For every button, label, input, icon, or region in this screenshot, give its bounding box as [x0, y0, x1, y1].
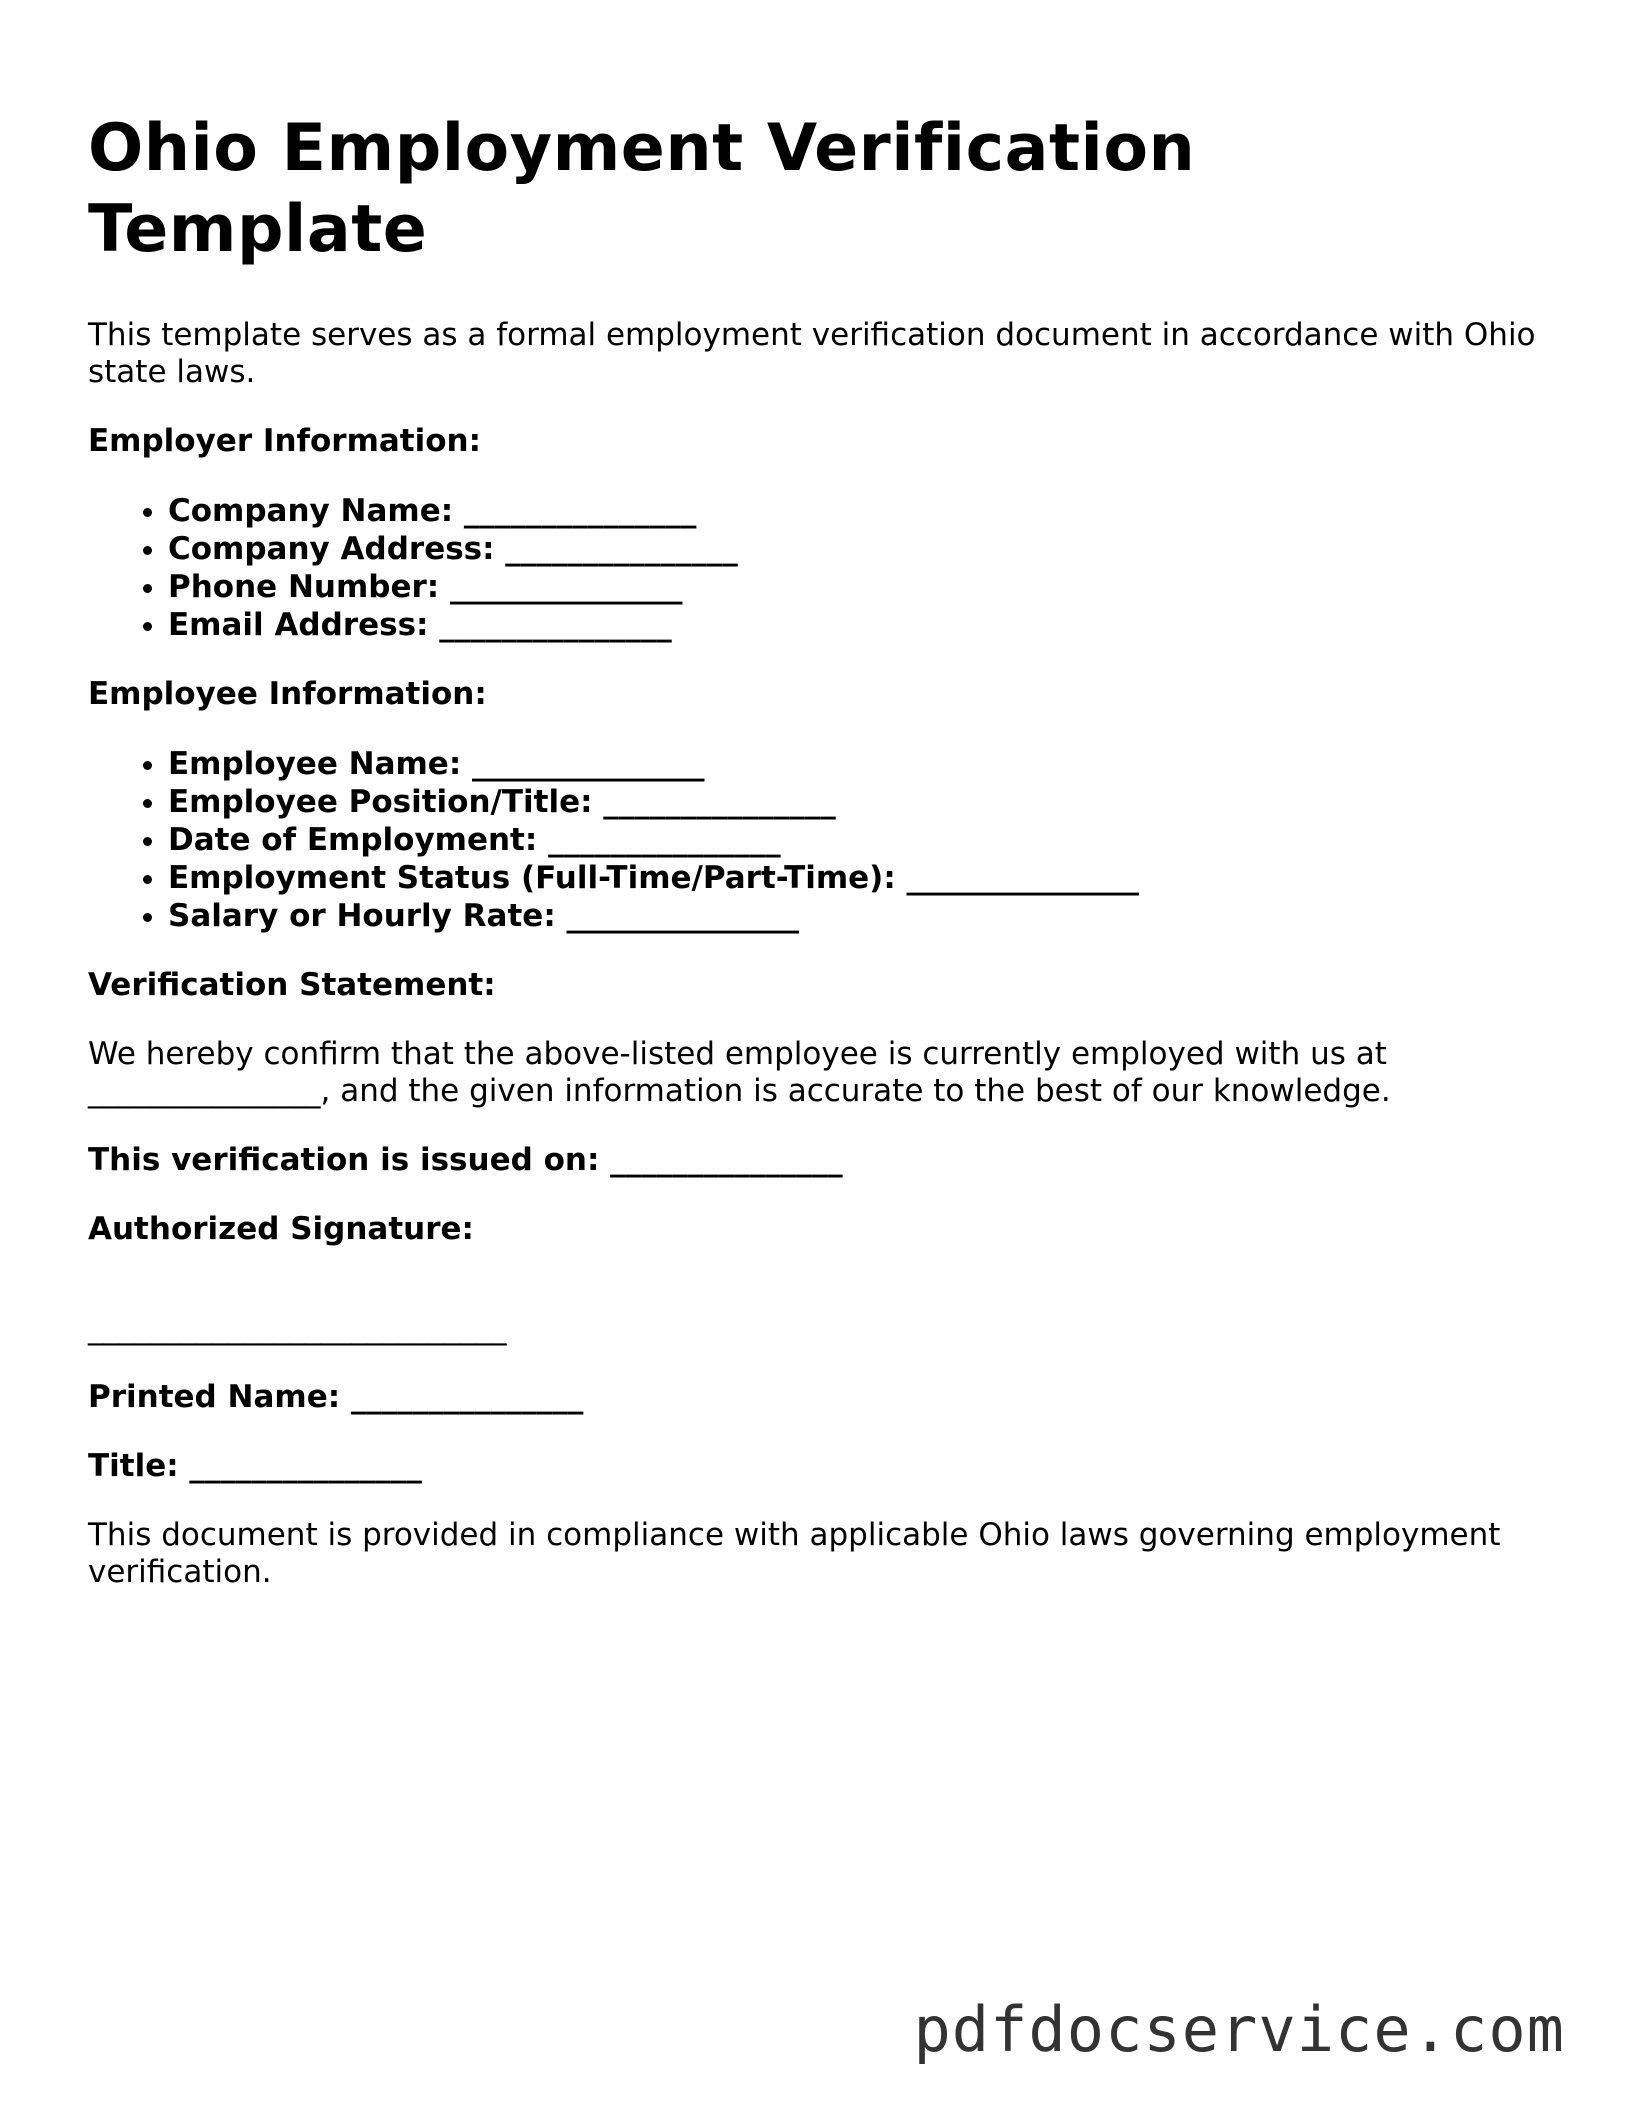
- document-page: [88, 108, 1548, 1623]
- list-item: • Company Name: _______________: [168, 492, 1548, 530]
- watermark: pdfdocservice.com: [913, 1993, 1565, 2066]
- employer-info-heading: Employer Information:: [88, 422, 482, 459]
- list-item: • Company Address: _______________: [168, 530, 1548, 568]
- list-item: • Employee Name: _______________: [168, 745, 1548, 783]
- signature-line: ___________________________: [88, 1309, 507, 1346]
- list-item: • Employee Position/Title: _______________: [168, 783, 1548, 821]
- signature-heading: Authorized Signature:: [88, 1210, 474, 1247]
- intro-text: This template serves as a formal employment verification document in accordance with Ohio state laws.: [88, 316, 1536, 390]
- list-item: • Email Address: _______________: [168, 606, 1548, 644]
- printed-name-line: Printed Name: _______________: [88, 1378, 584, 1415]
- verification-statement: We hereby confirm that the above-listed employee is currently employed with us at _______________, and the given information is accurate to the best of our knowledge.: [88, 1035, 1391, 1109]
- issued-on-line: This verification is issued on: _______________: [88, 1141, 843, 1178]
- page-title: Ohio Employment Verification Template: [88, 111, 1196, 268]
- verification-heading: Verification Statement:: [88, 966, 496, 1003]
- list-item: • Salary or Hourly Rate: _______________: [168, 897, 1548, 935]
- title-line: Title: _______________: [88, 1447, 422, 1484]
- employer-info-list: [88, 492, 1548, 644]
- list-item: • Date of Employment: _______________: [168, 821, 1548, 859]
- employee-info-heading: Employee Information:: [88, 675, 487, 712]
- list-item: • Employment Status (Full-Time/Part-Time): _______________: [168, 859, 1548, 897]
- employee-info-list: [88, 745, 1548, 935]
- list-item: • Phone Number: _______________: [168, 568, 1548, 606]
- footer-note: This document is provided in compliance with applicable Ohio laws governing employment verification.: [88, 1516, 1501, 1590]
